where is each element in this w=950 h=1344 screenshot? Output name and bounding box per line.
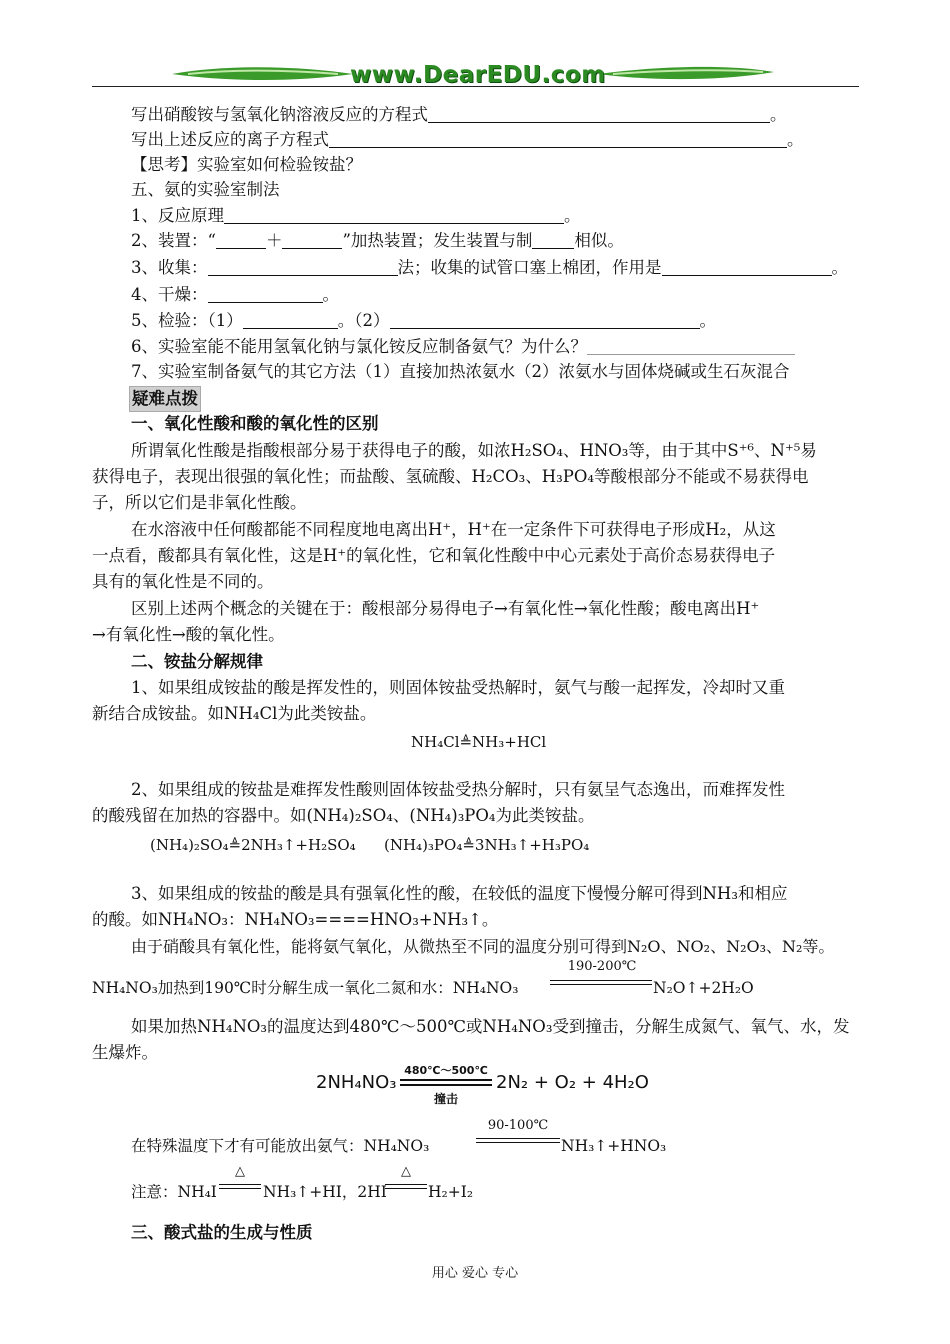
equation-nh4cl: NH₄Cl≜NH₃+HCl	[411, 733, 547, 751]
section-3-title: 三、酸式盐的生成与性质	[131, 1223, 313, 1242]
equation-explosion-left: 2NH₄NO₃	[316, 1072, 397, 1093]
question-line-principle: 1、反应原理 。	[131, 206, 581, 225]
think-question: 【思考】实验室如何检验铵盐？	[131, 155, 362, 174]
condition-label: 190-200℃	[567, 959, 637, 974]
question-line-1: 写出硝酸铵与氢氧化钠溶液反应的方程式 。	[131, 105, 787, 124]
equation-products: N₂O↑+2H₂O	[653, 979, 754, 997]
equation-line-190: NH₄NO₃加热到190℃时分解生成一氧化二氮和水：NH₄NO₃	[92, 979, 519, 997]
answer-blank[interactable]	[428, 104, 770, 123]
answer-blank[interactable]	[390, 310, 700, 329]
reaction-arrow	[400, 1079, 492, 1086]
answer-blank[interactable]	[208, 284, 323, 303]
paragraph-line: 具有的氧化性是不同的。	[92, 572, 274, 591]
equation-sulfate: (NH₄)₂SO₄≜2NH₃↑+H₂SO₄	[150, 836, 356, 854]
question-line-7: 7、实验室制备氨气的其它方法（1）直接加热浓氨水（2）浓氨水与固体烧碱或生石灰混合	[131, 362, 790, 381]
question-line-2: 写出上述反应的离子方程式 。	[131, 130, 804, 149]
page-footer: 用心 爱心 专心	[431, 1266, 519, 1281]
paragraph-line: 生爆炸。	[92, 1043, 158, 1062]
note-middle: NH₃↑+HI，2HI	[263, 1183, 387, 1201]
answer-blank[interactable]	[224, 205, 564, 224]
condition-label: △	[401, 1164, 411, 1179]
reaction-arrow	[550, 980, 652, 985]
paragraph-line: →有氧化性→酸的氧化性。	[92, 625, 285, 644]
header-rule	[92, 86, 859, 87]
paragraph-line: 区别上述两个概念的关键在于：酸根部分易得电子→有氧化性→氧化性酸；酸电离出H⁺	[131, 599, 760, 618]
equation-line-90: 在特殊温度下才有可能放出氨气：NH₄NO₃	[131, 1137, 430, 1155]
equation-phosphate: (NH₄)₃PO₄≜3NH₃↑+H₃PO₄	[384, 836, 590, 854]
paragraph-line: 3、如果组成的铵盐的酸是具有强氧化性的酸，在较低的温度下慢慢分解可得到NH₃和相应	[131, 884, 788, 903]
paragraph-line: 由于硝酸具有氧化性，能将氨气氧化，从微热至不同的温度分别可得到N₂O、NO₂、N₂O₃、N₂等。	[131, 937, 835, 956]
paragraph-line: 一点看，酸都具有氧化性，这是H⁺的氧化性，它和氧化性酸中中心元素处于高价态易获得电子	[92, 546, 776, 565]
reaction-arrow	[219, 1184, 261, 1189]
note-products: H₂+I₂	[428, 1183, 474, 1201]
paragraph-line: 的酸残留在加热的容器中。如(NH₄)₂SO₄、(NH₄)₃PO₄为此类铵盐。	[92, 806, 595, 825]
answer-blank[interactable]	[282, 230, 342, 249]
section-1-title: 一、氧化性酸和酸的氧化性的区别	[131, 414, 379, 433]
condition-label: 撞击	[433, 1092, 458, 1106]
question-line-6: 6、实验室能不能用氢氧化钠与氯化铵反应制备氨气？为什么？	[131, 335, 795, 359]
reaction-arrow	[385, 1184, 427, 1189]
reaction-arrow	[476, 1138, 560, 1143]
answer-blank[interactable]	[532, 230, 574, 249]
paragraph-line: 在水溶液中任何酸都能不同程度地电离出H⁺，H⁺在一定条件下可获得电子形成H₂，从这	[131, 520, 776, 539]
paragraph-line: 获得电子，表现出很强的氧化性；而盐酸、氢硫酸、H₂CO₃、H₃PO₄等酸根部分不能或不易获得电	[92, 467, 809, 486]
question-line-collect: 3、收集： 法；收集的试管口塞上棉团，作用是 。	[131, 258, 848, 277]
question-line-apparatus: 2、装置：“ ＋ ”加热装置；发生装置与制 相似。	[131, 231, 624, 250]
equation-explosion-right: 2N₂ + O₂ + 4H₂O	[496, 1072, 649, 1093]
paragraph-line: 的酸。如NH₄NO₃：NH₄NO₃====HNO₃+NH₃↑。	[92, 910, 499, 929]
answer-blank[interactable]	[662, 257, 832, 276]
section-tag: 疑难点拨	[129, 386, 201, 412]
condition-label: △	[235, 1164, 245, 1179]
answer-blank[interactable]	[216, 230, 266, 249]
paragraph-line: 2、如果组成的铵盐是难挥发性酸则固体铵盐受热分解时，只有氨呈气态逸出，而难挥发性	[131, 780, 785, 799]
equation-products: NH₃↑+HNO₃	[561, 1137, 667, 1155]
answer-blank[interactable]	[587, 336, 795, 355]
paragraph-line: 子，所以它们是非氧化性酸。	[92, 493, 307, 512]
paragraph-line: 新结合成铵盐。如NH₄Cl为此类铵盐。	[92, 704, 377, 723]
condition-label: 480℃～500℃	[404, 1064, 488, 1077]
paragraph-line: 1、如果组成铵盐的酸是挥发性的，则固体铵盐受热解时，氨气与酸一起挥发，冷却时又重	[131, 678, 785, 697]
answer-blank[interactable]	[329, 129, 787, 148]
logo-text: www.DearEDU.com	[350, 62, 606, 88]
answer-blank[interactable]	[208, 257, 398, 276]
section-heading-lab-prep: 五、氨的实验室制法	[131, 180, 280, 199]
section-2-title: 二、铵盐分解规律	[131, 652, 263, 671]
question-line-test: 5、检验：（1） 。（2） 。	[131, 311, 716, 330]
paragraph-line: 所谓氧化性酸是指酸根部分易于获得电子的酸，如浓H₂SO₄、HNO₃等，由于其中S⁺⁶、N⁺⁵易	[131, 441, 817, 460]
paragraph-line: 如果加热NH₄NO₃的温度达到480℃～500℃或NH₄NO₃受到撞击，分解生成氮气、氧气、水，发	[131, 1017, 850, 1036]
condition-label: 90-100℃	[487, 1118, 549, 1133]
answer-blank[interactable]	[243, 310, 338, 329]
note-label: 注意：NH₄I	[131, 1183, 217, 1201]
question-line-dry: 4、干燥： 。	[131, 285, 339, 304]
